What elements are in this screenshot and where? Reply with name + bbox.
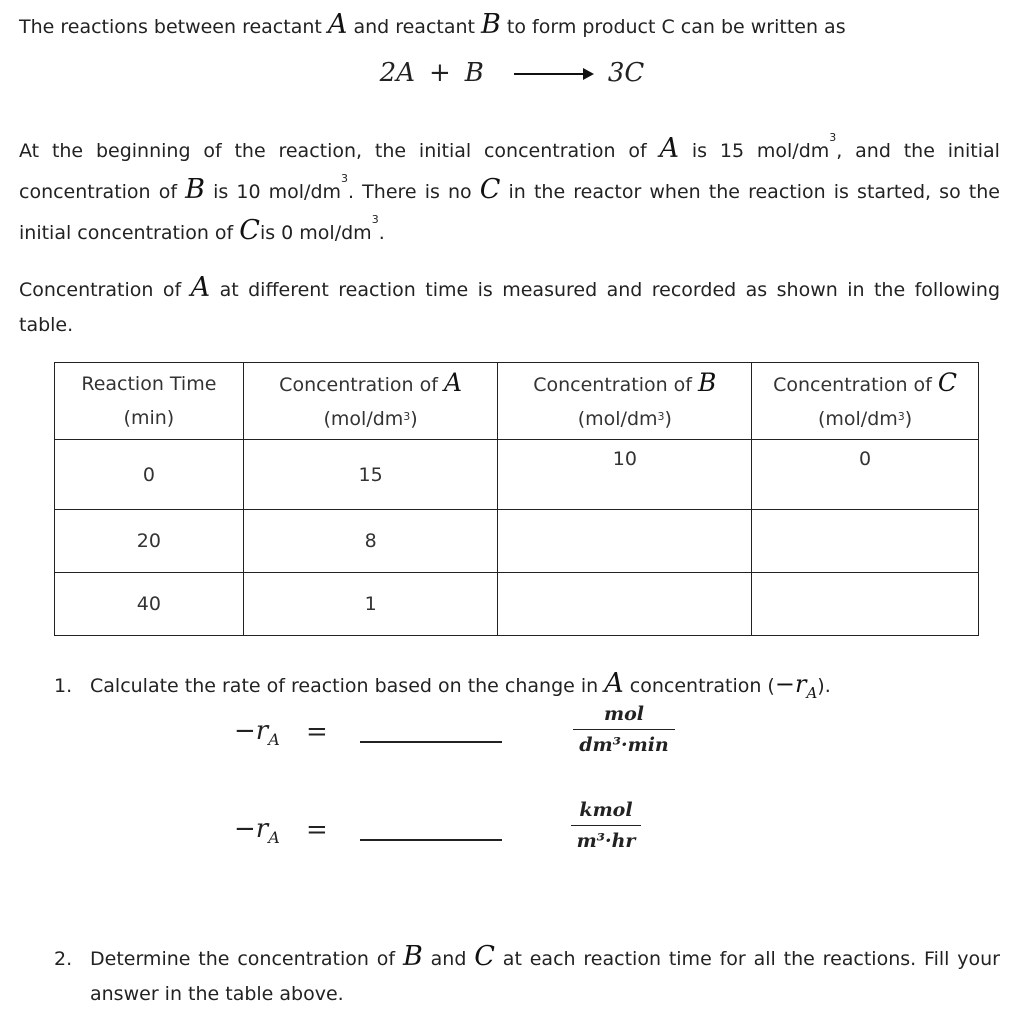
header-conc-c: Concentration of C $(mol/dm^3)$	[752, 363, 979, 440]
table-row	[55, 573, 979, 636]
para2-line2: concentration of B is 10 mol/$dm^3$. There is no C in the reactor when the reaction is started, so the	[19, 172, 1000, 205]
para2-line3: initial concentration of Cis 0 mol/$dm^3$.	[19, 213, 385, 246]
answer-blank-2[interactable]	[360, 839, 502, 841]
cell-time: 0	[55, 440, 244, 510]
cell-conc-c	[752, 510, 979, 573]
intro-line: The reactions between reactant A and reactant B to form product C can be written as	[19, 9, 846, 40]
eq-left2: B	[464, 58, 484, 88]
cell-time: 20	[55, 510, 244, 573]
para3-line2: table.	[19, 314, 74, 336]
unit-fraction-1: mol dm³·min	[573, 703, 675, 756]
question-1: 1. Calculate the rate of reaction based on the change in A concentration $(-r_A)$.	[54, 668, 831, 702]
cell-conc-c	[752, 573, 979, 636]
eq-left1: 2A	[379, 58, 415, 88]
para3-line1: Concentration of A at different reaction time is measured and recorded as shown in the following	[19, 272, 1001, 303]
question-2-line1: 2. Determine the concentration of B and C at each reaction time for all the reactions. Fill your	[54, 941, 1000, 972]
cell-conc-a: 15	[243, 440, 498, 510]
cell-conc-c: 0	[752, 440, 979, 510]
concentration-table	[54, 362, 979, 636]
para2-line1: At the beginning of the reaction, the initial concentration of A is 15 mol/$dm^3$, and the initial	[19, 131, 1000, 164]
cell-conc-b	[498, 573, 752, 636]
header-time: Reaction Time (min)	[55, 363, 244, 440]
eq-right: 3C	[607, 58, 645, 88]
reaction-equation	[0, 58, 1024, 88]
table-row	[55, 510, 979, 573]
cell-conc-a: 1	[243, 573, 498, 636]
header-conc-b: Concentration of B $(mol/dm^3)$	[498, 363, 752, 440]
equals-sign-1: =	[306, 717, 328, 747]
question-number: 1.	[54, 675, 73, 697]
rate-symbol-1: $-r_A$	[234, 716, 280, 750]
var-a: A	[327, 9, 348, 40]
question-2-line2: answer in the table above.	[90, 983, 344, 1005]
table-row	[55, 440, 979, 510]
cell-conc-b: 10	[498, 440, 752, 510]
cell-conc-b	[498, 510, 752, 573]
header-conc-a: Concentration of A $(mol/dm^3)$	[243, 363, 498, 440]
cell-time: 40	[55, 573, 244, 636]
answer-blank-1[interactable]	[360, 741, 502, 743]
reaction-arrow-icon	[514, 73, 592, 75]
rate-symbol-2: $-r_A$	[234, 814, 280, 848]
unit-fraction-2: kmol m³·hr	[571, 799, 641, 852]
cell-conc-a: 8	[243, 510, 498, 573]
var-b: B	[481, 9, 501, 40]
question-number: 2.	[54, 948, 73, 970]
eq-plus: +	[428, 58, 451, 88]
table-header-row	[55, 363, 979, 440]
equals-sign-2: =	[306, 815, 328, 845]
